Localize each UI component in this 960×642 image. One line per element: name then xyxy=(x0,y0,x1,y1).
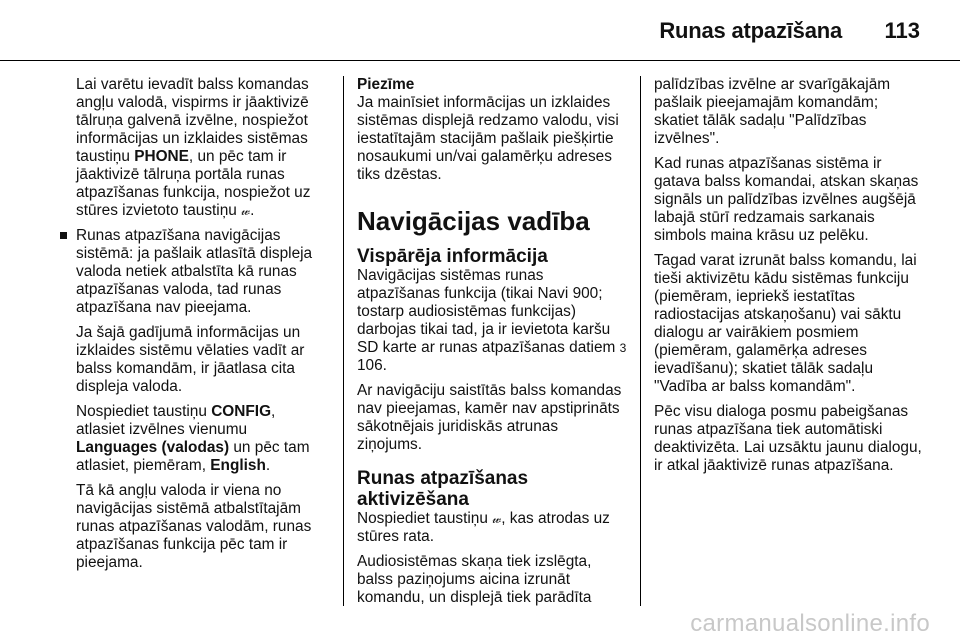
page-title: Runas atpazīšana xyxy=(659,18,842,43)
page-number: 113 xyxy=(884,18,920,43)
menu-languages: Languages (valodas) xyxy=(76,439,230,456)
subheading-activation-line1: Runas atpazīšanas xyxy=(357,468,529,489)
paragraph-help-menu: palīdzības izvēlne ar svarīgākajām pašlaik pieejamajām komandām; skatiet tālāk sadaļu "Palīdzības izvēlnes". xyxy=(654,76,891,147)
column-1 xyxy=(60,76,328,579)
column-3 xyxy=(654,76,926,482)
key-config: CONFIG xyxy=(211,403,272,420)
column-divider-1 xyxy=(343,76,344,606)
header-divider xyxy=(0,60,960,61)
section-heading-navigation: Navigācijas vadība xyxy=(357,206,590,236)
note-title: Piezīme xyxy=(357,76,415,93)
column-divider-2 xyxy=(640,76,641,606)
bullet-item: Runas atpazīšana navigācijas sistēmā: ja pašlaik atlasītā displeja valoda netiek atbalstīta kā runas atpazīšanas valoda, tad runas atpazīšana nav pieejama. xyxy=(60,227,328,317)
paragraph-press-button: Nospiediet taustiņu 𝓌, kas atrodas uz stūres rata. xyxy=(357,510,610,545)
option-english: English xyxy=(210,457,266,474)
paragraph-auto-deactivate: Pēc visu dialoga posmu pabeigšanas runas atpazīšana tiek automātiski deaktivizēta. Lai uzsāktu jaunu dialogu, ir atkal jāaktivizē runas atpazīšana. xyxy=(654,403,922,474)
page-reference-icon: 3 xyxy=(619,341,627,355)
paragraph-english-supported: Tā kā angļu valoda ir viena no navigācijas sistēmā atbalstītajām runas atpazīšanas valodām, runas atpazīšanas funkcija pēc tam ir pieejama. xyxy=(76,482,312,571)
subheading-general-info: Vispārēja informācija xyxy=(357,246,548,267)
note-text: Ja mainīsiet informācijas un izklaides sistēmas displejā redzamo valodu, visi iestatītajām stacijām pašlaik piešķirtie nosaukumi un/vai galamērķu adreses tiks dzēstas. xyxy=(357,94,619,183)
column-2 xyxy=(357,76,627,614)
bullet-square-icon xyxy=(60,232,67,239)
page-header xyxy=(0,0,960,64)
voice-button-icon: 𝓌 xyxy=(492,511,502,526)
paragraph-config: Nospiediet taustiņu CONFIG, atlasiet izvēlnes vienumu Languages (valodas) un pēc tam atlasiet, piemēram, English. xyxy=(76,403,310,474)
paragraph-ready-signal: Kad runas atpazīšanas sistēma ir gatava balss komandai, atskan skaņas signāls un palīdzības izvēlnes augšējā labajā stūrī redzamais sarkanais simbols maina krāsu uz pelēku. xyxy=(654,155,919,244)
key-phone: PHONE xyxy=(134,148,189,165)
voice-button-icon: 𝓌 xyxy=(241,203,251,218)
paragraph-say-command: Tagad varat izrunāt balss komandu, lai tieši aktivizētu kādu sistēmas funkciju (piemēram, iepriekš iestatītas radiostacijas atskaņošanu) vai sāktu dialogu ar vairākiem posmiem (piemēram, galamērķa adreses ievadīšanu); skatiet tālāk sadaļu "Vadība ar balss komandām". xyxy=(654,252,917,395)
subheading-activation-line2: aktivizēšana xyxy=(357,489,469,510)
paragraph-phone-activation: Lai varētu ievadīt balss komandas angļu valodā, vispirms ir jāaktivizē tālruņa galvenā izvēlne, nospiežot informācijas un izklaides sistēmas taustiņu PHONE, un pēc tam ir jāaktivizē tālruņa portāla runas atpazīšanas funkcija, nospiežot uz stūres izvietoto taustiņu 𝓌. xyxy=(76,76,311,219)
paragraph-disclaimer: Ar navigāciju saistītās balss komandas nav pieejamas, kamēr nav apstiprināts sākotnējais juridiskās atrunas ziņojums. xyxy=(357,382,622,453)
paragraph-select-language: Ja šajā gadījumā informācijas un izklaides sistēmu vēlaties vadīt ar balss komandām, ir jāatlasa cita displeja valoda. xyxy=(76,324,305,395)
watermark: carmanualsonline.info xyxy=(690,610,930,637)
paragraph-general-info: Navigācijas sistēmas runas atpazīšanas funkcija (tikai Navi 900; tostarp audiosistēmas funkcijas) darbojas tikai tad, ja ir ievietota karšu SD karte ar runas atpazīšanas datiem 3 106. xyxy=(357,267,627,374)
paragraph-audio-muted: Audiosistēmas skaņa tiek izslēgta, balss paziņojums aicina izrunāt komandu, un displejā tiek parādīta xyxy=(357,553,592,606)
